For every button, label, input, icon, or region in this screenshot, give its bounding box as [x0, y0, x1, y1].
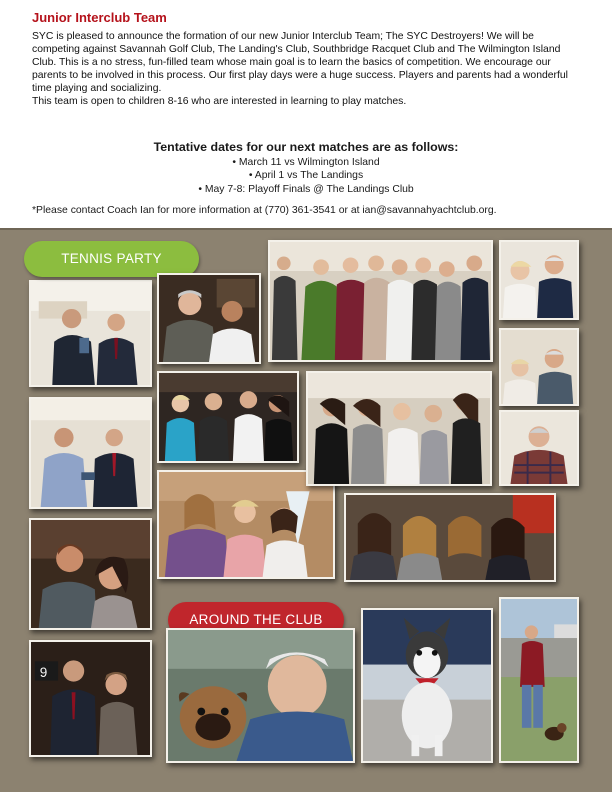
photo-man-with-dog-car: [166, 628, 355, 763]
article-paragraph: This team is open to children 8-16 who are interested in learning to play matches.: [32, 96, 407, 107]
photo-women-group: [306, 371, 492, 486]
photo-collage: [0, 228, 612, 792]
schedule-item: • April 1 vs The Landings: [248, 170, 364, 181]
photo-three-women-tree: [157, 470, 335, 579]
photo-two-men-bar: [157, 273, 261, 364]
match-schedule: [0, 141, 612, 196]
photo-husky-dog: [361, 608, 493, 763]
photo-couple-right-top: [499, 240, 579, 320]
photo-four-women-smiling: [344, 493, 556, 582]
schedule-item: • March 11 vs Wilmington Island: [232, 156, 380, 168]
around-the-club-label: AROUND THE CLUB: [168, 602, 344, 638]
photo-men-presentation: [29, 397, 152, 509]
photo-man-with-small-dog: [499, 597, 579, 763]
article-paragraph: SYC is pleased to announce the formation of our new Junior Interclub Team; The SYC Destroyers! We will be competing against Savannah Golf Club, The Landing's Club, Southbridge Racquet Club and The Wilmington Island Club. This is a no stress, fun-filled team whose main goal is to learn the basics of competition. We encourage our parents to be involved in this process. Our first play days were a huge success. Players and parents had a wonderful time playing and socializing.: [32, 31, 568, 94]
schedule-heading: Tentative dates for our next matches are as follows:: [153, 140, 459, 154]
photo-group-four-bar: [157, 371, 299, 463]
photo-couple-clock: [29, 640, 152, 757]
clock-digit: 9: [39, 664, 48, 680]
article-section: [0, 0, 612, 228]
schedule-item: • May 7-8: Playoff Finals @ The Landings Club: [198, 183, 414, 195]
article-title: Junior Interclub Team: [32, 10, 167, 25]
photo-large-group: [268, 240, 493, 362]
photo-man-plaid-shirt: [499, 410, 579, 486]
article-body: [32, 30, 577, 108]
photo-couple-smiling: [29, 518, 152, 630]
tennis-party-label: TENNIS PARTY: [24, 241, 199, 277]
contact-note: *Please contact Coach Ian for more information at (770) 361-3541 or at ian@savannahyachtclub.org.: [32, 205, 497, 216]
photo-couple-right-middle: [499, 328, 579, 406]
photo-two-men-trophy: [29, 280, 152, 387]
